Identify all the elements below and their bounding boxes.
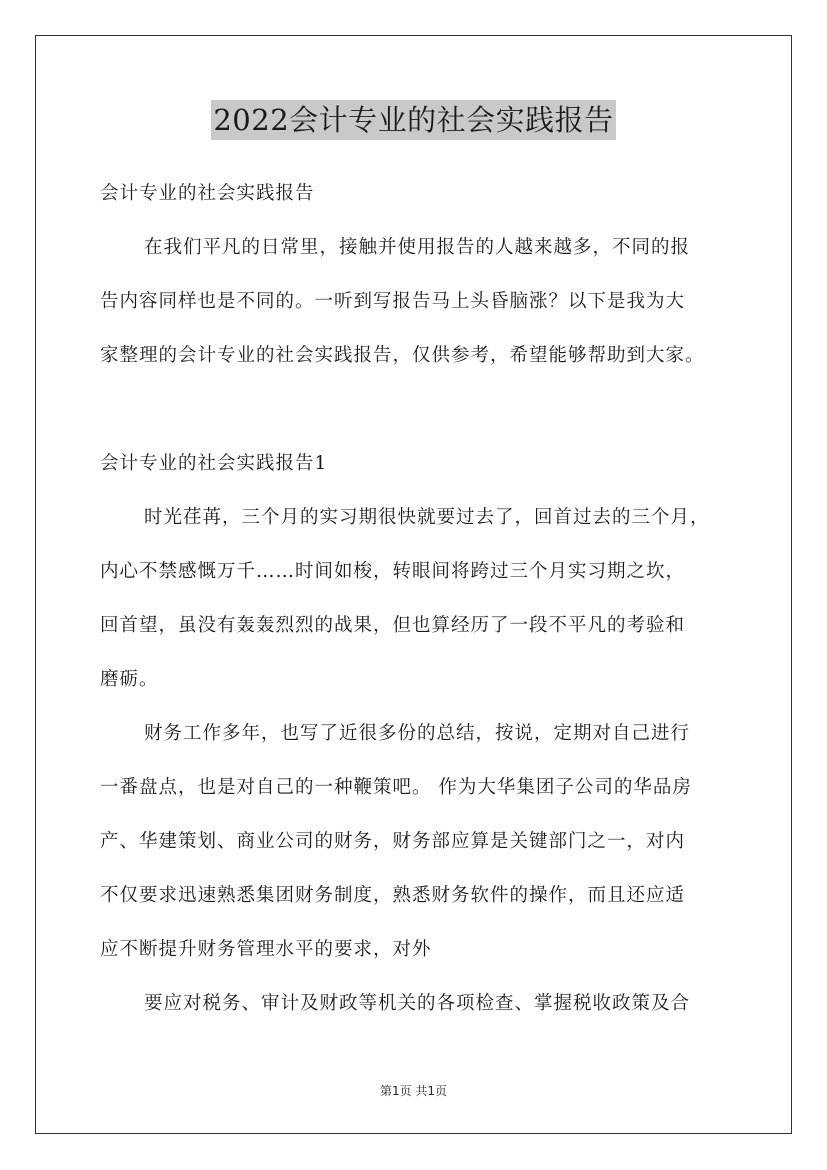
body-text-line: 回首望，虽没有轰轰烈烈的战果，但也算经历了一段不平凡的考验和 bbox=[100, 615, 686, 636]
body-text-line: 会计专业的社会实践报告 bbox=[100, 183, 315, 204]
page-footer: 第1页 共1页 bbox=[379, 1084, 448, 1098]
body-text-line: 要应对税务、审计及财政等机关的各项检查、掌握税收政策及合 bbox=[144, 993, 691, 1014]
body-text-line: 不仅要求迅速熟悉集团财务制度，熟悉财务软件的操作，而且还应适 bbox=[100, 885, 686, 906]
body-text-line: 应不断提升财务管理水平的要求，对外 bbox=[100, 939, 432, 960]
body-text-line: 会计专业的社会实践报告1 bbox=[100, 453, 328, 474]
body-text-line: 在我们平凡的日常里，接触并使用报告的人越来越多，不同的报 bbox=[144, 237, 691, 258]
blank-line bbox=[100, 390, 740, 444]
title-container bbox=[0, 100, 827, 140]
body-text-line: 一番盘点，也是对自己的一种鞭策吧。 作为大华集团子公司的华品房 bbox=[100, 777, 692, 798]
body-text-line: 产、华建策划、商业公司的财务，财务部应算是关键部门之一，对内 bbox=[100, 831, 686, 852]
body-text-line: 时光荏苒，三个月的实习期很快就要过去了，回首过去的三个月， bbox=[144, 507, 710, 528]
body-text-line: 家整理的会计专业的社会实践报告，仅供参考，希望能够帮助到大家。 bbox=[100, 345, 705, 366]
body-text-line: 财务工作多年，也写了近很多份的总结，按说，定期对自己进行 bbox=[144, 723, 691, 744]
body-text-line: 内心不禁感慨万千……时间如梭，转眼间将跨过三个月实习期之坎， bbox=[100, 561, 686, 582]
body-text-line: 磨砺。 bbox=[100, 669, 159, 690]
body-text-line: 告内容同样也是不同的。一听到写报告马上头昏脑涨？以下是我为大 bbox=[100, 291, 686, 312]
document-title: 2022会计专业的社会实践报告 bbox=[211, 100, 615, 140]
document-body bbox=[100, 174, 740, 1038]
